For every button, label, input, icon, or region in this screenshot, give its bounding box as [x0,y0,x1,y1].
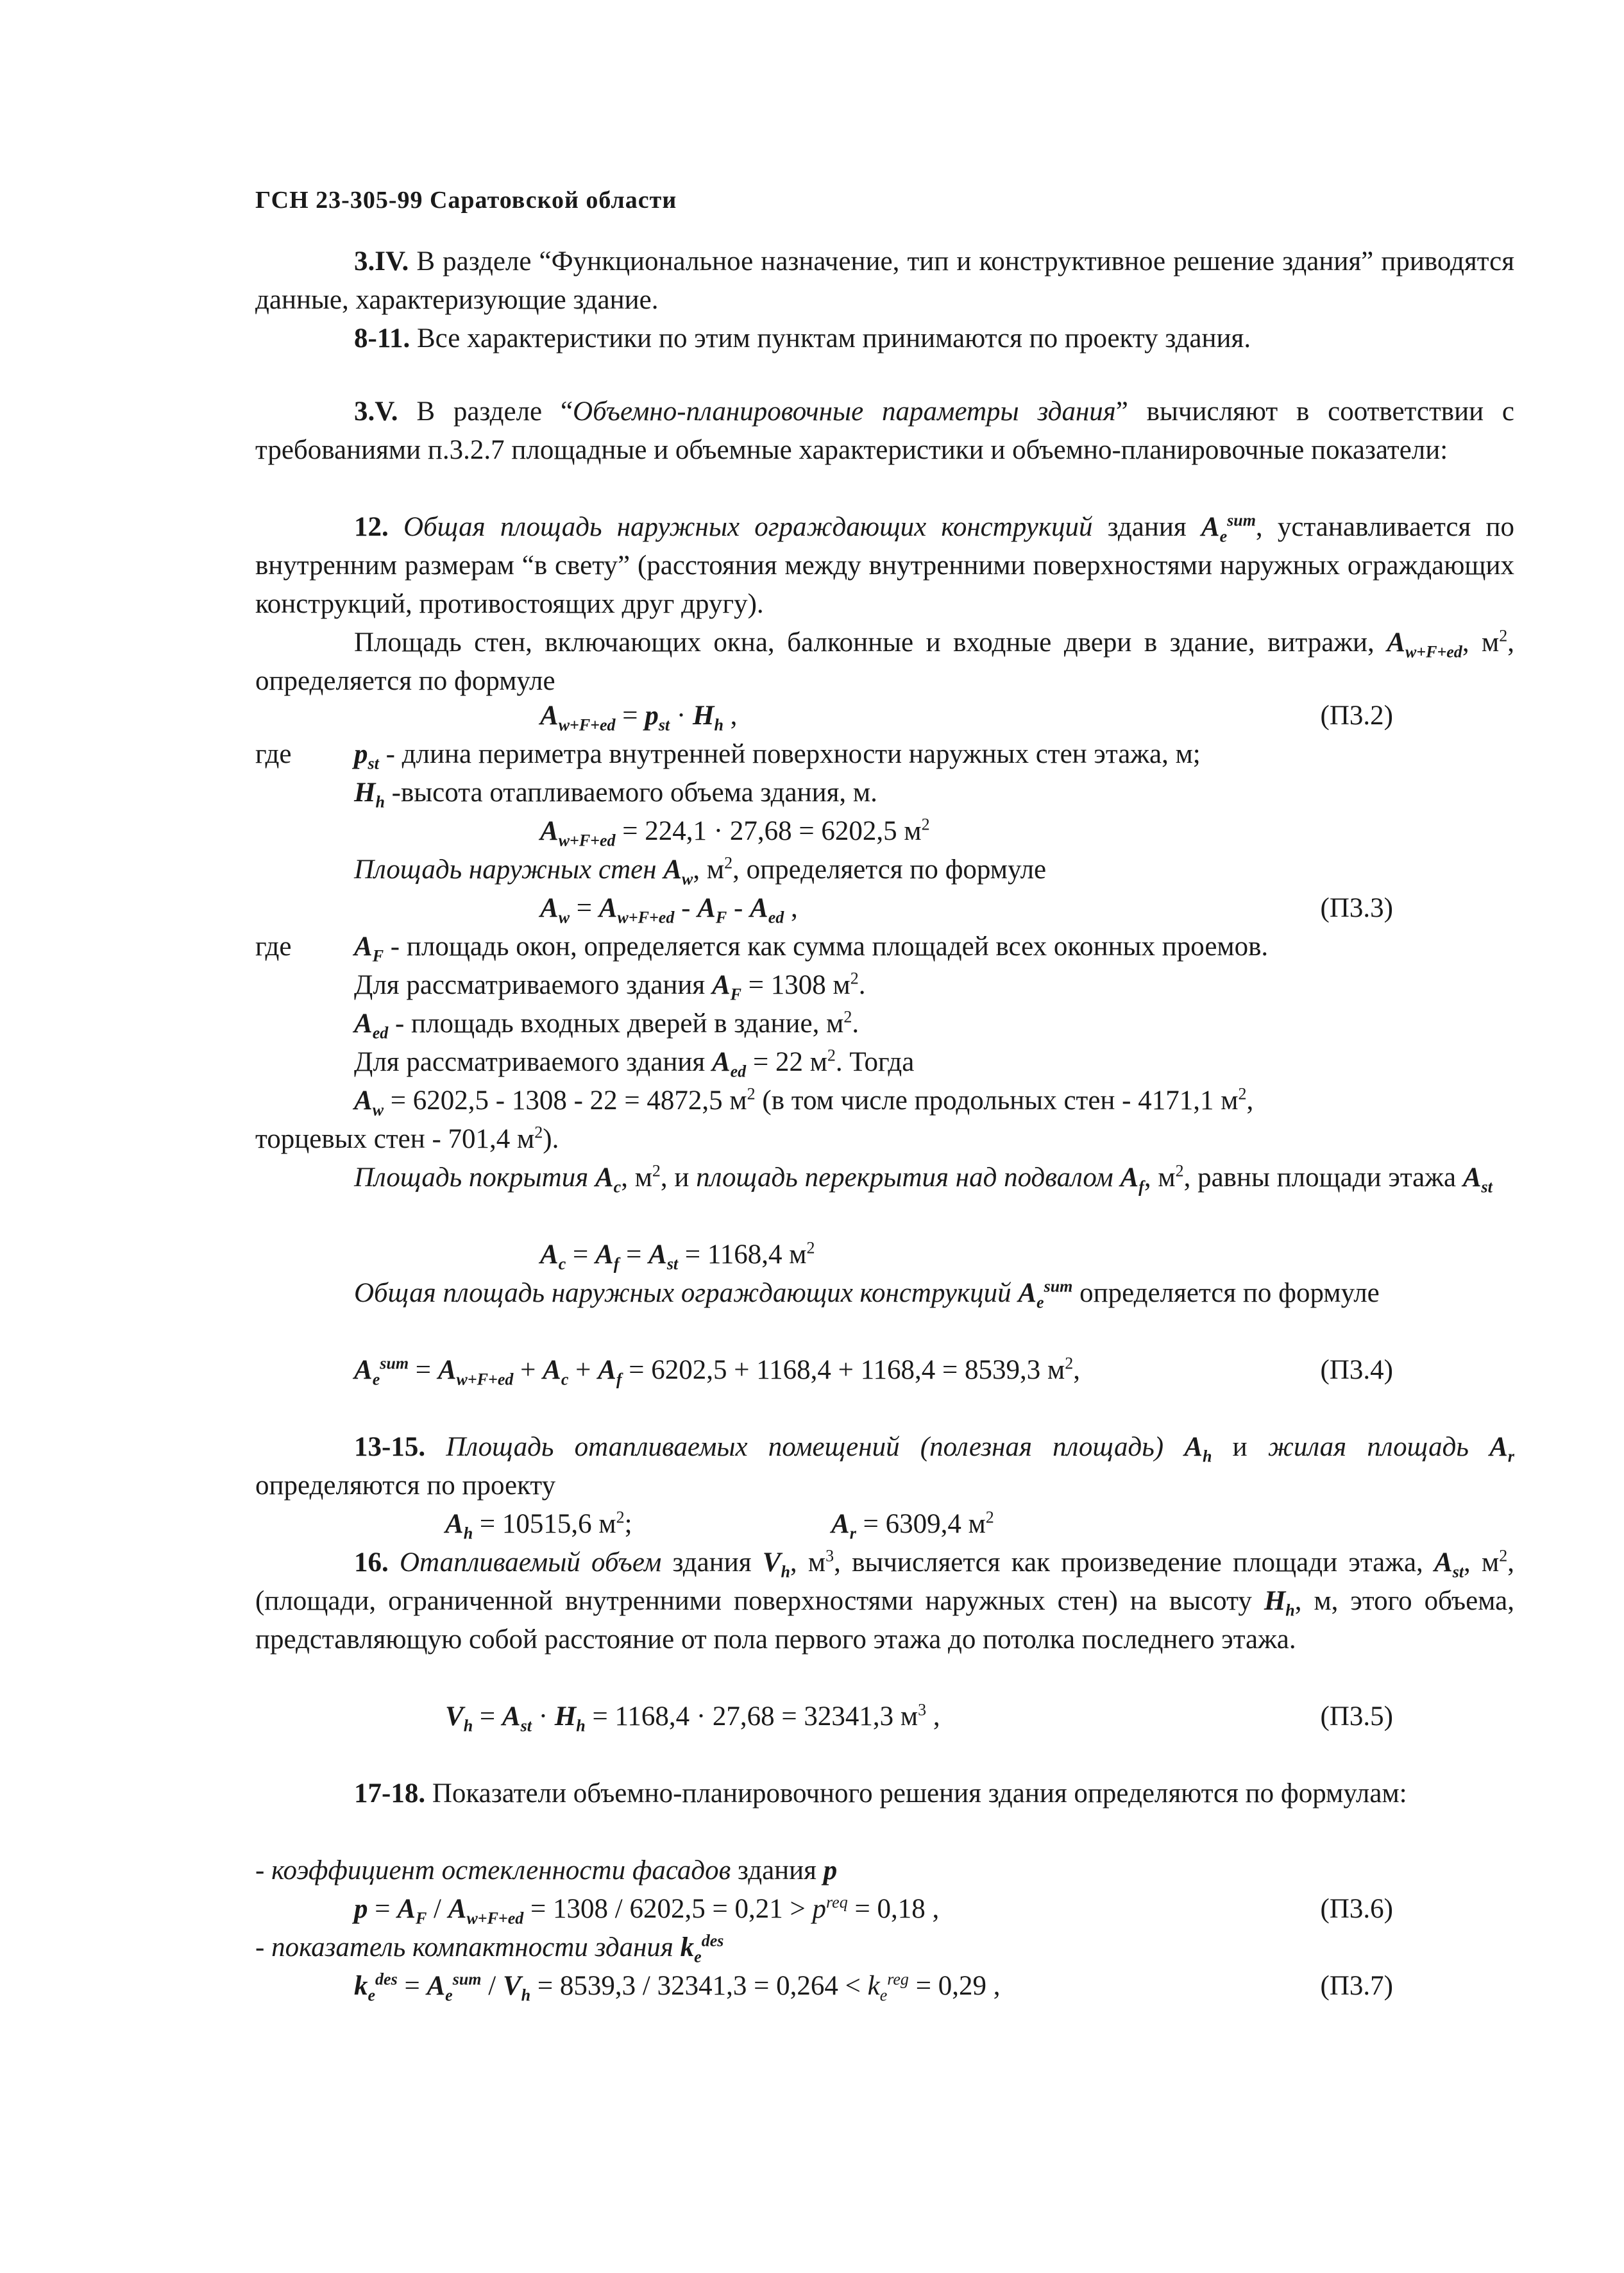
formula-sub: h [714,715,723,735]
formula-symbol: A [697,893,716,923]
formula-op: · [670,701,693,731]
symbol-sub: e [694,1947,702,1966]
formula-symbol: A [397,1894,416,1924]
formula-sub: r [849,1524,856,1543]
formula-sub: w+F+ed [466,1909,524,1928]
symbol-sub: f [1138,1177,1144,1196]
unit-sup: 2 [534,1123,543,1142]
unit: , м [1464,1547,1500,1578]
section-3v [255,393,1514,470]
formula-sup: reg [887,1970,909,1989]
value-text: = 6202,5 - 1308 - 22 = 4872,5 м [384,1085,747,1116]
definition-text: - длина периметра внутренней поверхности наружных стен этажа, м; [378,739,1201,769]
unit-sup: 2 [652,1161,661,1180]
formula-symbol: p [812,1894,826,1924]
paragraph-text: , устанавливается по внутренним размерам “в свету” (расстояния между внутренними поверхностями наружных ограждающих конструкций, противостоящих друг другу). [255,512,1514,619]
formula-sub: h [576,1716,586,1735]
formula-sub: f [613,1254,620,1273]
section-text: В разделе “Функциональное назначение, тип и конструктивное решение здания” приводятся данные, характеризующие здание. [255,246,1514,315]
symbol-sub: e [1219,527,1228,546]
formula-symbol: A [502,1701,521,1732]
paragraph-number: 12. [354,512,389,542]
symbol: p [354,739,368,769]
formula-p3-6 [354,1890,1316,1928]
line-af-value [354,966,1509,1005]
paragraph-term: Площадь наружных стен [354,855,657,885]
formula-value: = 1168,4 м [678,1239,807,1270]
formula-sub: ed [768,908,784,927]
paragraph-16 [255,1544,1514,1659]
line-end: ). [543,1124,559,1154]
formula-op: / [481,1971,503,2001]
unit-sup: 2 [850,969,859,988]
formula-sub: F [715,908,727,927]
symbol-sub: w [682,869,693,889]
where-label: где [255,739,292,769]
formula-symbol: p [645,701,659,731]
symbol-sub: r [1507,1447,1514,1466]
paragraph-word: здания [1107,512,1187,542]
paragraph-term: площадь перекрытия над подвалом [696,1162,1113,1193]
symbol: k [680,1932,695,1962]
formula-sub: c [558,1254,566,1273]
unit-sup: 2 [747,1084,756,1103]
symbol: p [823,1855,838,1886]
formula-value: = 1308 / 6202,5 = 0,21 > [523,1894,813,1924]
formula-op: / [427,1894,448,1924]
formula-sub: w+F+ed [456,1370,514,1389]
formula-op: = [570,893,599,923]
formula-sub: h [521,1986,531,2005]
paragraph-number: 8-11. [354,323,410,353]
list-text: здания [731,1855,824,1886]
where-definition [354,928,1509,966]
formula-sub: h [463,1524,473,1543]
unit-sup: 2 [985,1508,994,1527]
paragraph-text: , вычисляется как произведение площади этажа, [834,1547,1435,1578]
unit-sup: 3 [825,1546,834,1565]
value-text: (в том числе продольных стен - 4171,1 м [755,1085,1239,1116]
formula-p3-2 [540,697,1438,735]
formula-p3-3 [540,889,1438,928]
section-number: 3.IV. [354,246,409,277]
formula-sub: st [666,1254,679,1273]
paragraph-term: Площадь отапливаемых помещений (полезная площадь) [446,1432,1164,1462]
paragraph-aw [354,851,1509,889]
line-end: . [858,970,866,1000]
formula-symbol: A [598,893,618,923]
paragraph-text-rest: , определяется по формуле [255,627,1514,696]
line-end: . [852,1009,859,1039]
paragraph-term: Отапливаемый объем [399,1547,662,1578]
paragraph-text: , (площади, ограниченной внутренними поверхностями наружных стен) на высоту [255,1547,1514,1616]
formula-sub: e [879,1986,888,2005]
symbol: A [1184,1432,1203,1462]
calculation-aw-f-ed [540,812,1438,851]
line-aed-value [354,1043,1509,1082]
symbol-sub: F [372,946,384,966]
formula-sub: F [415,1909,427,1928]
paragraph-number: 13-15. [354,1432,426,1462]
symbol-sup: sum [1227,511,1256,530]
paragraph-term: жилая площадь [1267,1432,1469,1462]
paragraph-text: , м, этого объема, представляющую собой расстояние от пола первого этажа до потолка последнего этажа. [255,1586,1514,1655]
formula-sub: st [658,715,670,735]
formula-tail: , [784,893,798,923]
where-definition [354,735,1509,774]
symbol: A [1120,1162,1139,1193]
formula-op: = [397,1971,427,2001]
section-3iv [255,243,1514,319]
symbol: A [1201,512,1220,542]
paragraph-term: Площадь покрытия [354,1162,589,1193]
symbol: H [354,778,376,808]
symbol-sub: st [1481,1177,1493,1196]
formula-number: (П3.4) [1320,1355,1393,1385]
symbol-sub: w [372,1100,384,1119]
formula-symbol: A [354,1355,373,1385]
unit: , м [693,855,725,885]
line-aw-value-cont [255,1120,1512,1159]
symbol-sub: ed [372,1023,389,1043]
formula-op: = [473,1701,502,1732]
formula-symbol: k [354,1971,368,2001]
formula-symbol: p [354,1894,368,1924]
where-definition [354,774,1509,812]
symbol: A [663,855,682,885]
formula-number: (П3.7) [1320,1971,1393,2001]
formula-op: - [674,893,698,923]
section-number: 3.V. [354,396,398,427]
calculation-text: = 224,1 · 27,68 = 6202,5 м [615,816,922,846]
symbol-sub: F [730,985,741,1004]
formula-tail: , [723,701,738,731]
formula-sup: sum [380,1354,409,1373]
formula-symbol: A [648,1239,667,1270]
line-end: , [1246,1085,1254,1116]
formula-ac [540,1236,1438,1274]
list-term: показатель компактности здания [271,1932,673,1962]
formula-op: = [368,1894,398,1924]
formula-p3-4 [354,1351,1316,1390]
symbol-sub: c [613,1177,622,1196]
formula-value: = 6309,4 м [856,1509,986,1539]
symbol-sub: ed [730,1062,747,1081]
unit-sup: 2 [806,1238,815,1257]
formula-sub: w+F+ed [617,908,675,927]
formula-symbol: A [427,1971,446,2001]
symbol: V [762,1547,781,1578]
formula-tail: , [1073,1355,1081,1385]
formula-symbol: A [595,1239,614,1270]
paragraph-text: , и [660,1162,697,1193]
formula-symbol: A [540,893,559,923]
formula-value: = 6202,5 + 1168,4 + 1168,4 = 8539,3 м [622,1355,1065,1385]
definition-text: -высота отапливаемого объема здания, м. [384,778,877,808]
symbol-sub: h [375,792,385,812]
section-title: Объемно-планировочные параметры здания [573,396,1116,427]
formula-value: = 1168,4 · 27,68 = 32341,3 м [585,1701,918,1732]
paragraph-text: определяется по формуле [1072,1278,1380,1308]
unit-sup: 2 [1238,1084,1247,1103]
formula-op: + [513,1355,543,1385]
line-text: Для рассматриваемого здания [354,970,712,1000]
paragraph-text: и [1212,1432,1268,1462]
formula-op: = [619,1239,649,1270]
formula-symbol: A [750,893,768,923]
formula-op: = [615,701,645,731]
paragraph-number: 16. [354,1547,389,1578]
list-item-glazing [255,1852,1512,1890]
paragraph-text: Показатели объемно-планировочного решения здания определяются по формулам: [432,1778,1407,1809]
formula-tail: , [926,1701,940,1732]
unit-sup: 2 [921,815,930,834]
symbol: H [1264,1586,1286,1616]
symbol-sup: sum [1044,1277,1073,1296]
symbol: A [354,1009,373,1039]
formula-value: = 8539,3 / 32341,3 = 0,264 < [530,1971,868,2001]
formula-number: (П3.6) [1320,1894,1393,1924]
formula-number: (П3.3) [1320,893,1393,923]
line-text: - площадь входных дверей в здание, м [388,1009,844,1039]
line-end: . Тогда [835,1047,915,1077]
formula-op: - [727,893,750,923]
formula-ar [831,1505,1344,1544]
unit-sup: 2 [1499,626,1508,645]
paragraph-ac [255,1159,1514,1197]
formula-sub: c [561,1370,569,1389]
value-text: торцевых стен - 701,4 м [255,1124,535,1154]
unit-sup: 3 [918,1700,927,1719]
formula-sup: sum [452,1970,482,1989]
symbol: A [1434,1547,1453,1578]
symbol-sub: h [1203,1447,1212,1466]
paragraph-text: , равны площади этажа [1183,1162,1463,1193]
formula-symbol: A [598,1355,616,1385]
formula-sub: f [616,1370,622,1389]
formula-op: + [568,1355,598,1385]
formula-symbol: k [867,1971,880,2001]
symbol-sub: w+F+ed [1405,642,1462,661]
symbol-sub: st [368,754,379,773]
paragraph-term: Общая площадь наружных ограждающих конструкций [354,1278,1011,1308]
formula-symbol: A [543,1355,561,1385]
formula-sup: req [826,1893,848,1912]
paragraph-walls [255,624,1514,701]
paragraph-13-15 [255,1428,1514,1505]
symbol-sub: st [1452,1562,1464,1581]
formula-symbol: A [540,701,559,731]
formula-p3-7 [354,1967,1316,2005]
symbol: A [1018,1278,1037,1308]
unit-sup: 2 [827,1046,836,1065]
formula-value: = 10515,6 м [473,1509,616,1539]
symbol: A [354,1085,373,1116]
symbol-sup: des [701,1931,724,1950]
symbol: A [1489,1432,1508,1462]
symbol: A [595,1162,614,1193]
unit: , м [621,1162,652,1193]
line-aw-value [354,1082,1509,1120]
paragraph-text: Все характеристики по этим пунктам принимаются по проекту здания. [416,323,1251,353]
definition-text: - площадь окон, определяется как сумма площадей всех оконных проемов. [384,932,1269,962]
formula-tail: = 0,29 , [908,1971,1001,2001]
symbol: A [1462,1162,1482,1193]
symbol-sub: e [1036,1293,1044,1312]
symbol: A [711,1047,731,1077]
formula-tail: ; [624,1509,632,1539]
formula-sub: st [520,1716,532,1735]
formula-tail: = 0,18 , [847,1894,940,1924]
paragraph-text: , определяется по формуле [732,855,1047,885]
paragraph-8-11 [255,319,1514,358]
list-dash: - [255,1855,272,1886]
list-item-compactness [255,1928,1512,1967]
formula-symbol: A [445,1509,464,1539]
formula-sub: h [463,1716,473,1735]
formula-symbol: A [437,1355,457,1385]
symbol: A [711,970,731,1000]
unit: , м [1462,627,1500,658]
list-term: коэффициент остекленности фасадов [271,1855,731,1886]
formula-number: (П3.5) [1320,1701,1393,1732]
formula-op: = [409,1355,438,1385]
value-text: = 1308 м [741,970,850,1000]
unit-sup: 2 [843,1007,852,1026]
value-text: = 22 м [746,1047,827,1077]
formula-number: (П3.2) [1320,701,1393,731]
unit-sup: 2 [616,1508,625,1527]
unit: , м [790,1547,826,1578]
formula-symbol: H [692,701,715,731]
paragraph-number: 17-18. [354,1778,426,1809]
unit-sup: 2 [1065,1354,1074,1373]
symbol-sub: w+F+ed [558,831,616,850]
paragraph-text: здания [661,1547,763,1578]
formula-symbol: V [502,1971,521,2001]
unit: , м [1144,1162,1176,1193]
where-label: где [255,932,292,962]
paragraph-text: определяются по проекту [255,1470,556,1501]
formula-op: = [566,1239,595,1270]
line-text: Для рассматриваемого здания [354,1047,712,1077]
formula-symbol: A [448,1894,467,1924]
paragraph-sum [255,1274,1514,1313]
formula-symbol: H [554,1701,577,1732]
formula-sub: w+F+ed [558,715,616,735]
formula-sub: w [558,908,570,927]
formula-ah [445,1505,830,1544]
line-aed-definition [354,1005,1509,1043]
unit-sup: 2 [1499,1546,1508,1565]
paragraph-17-18 [255,1775,1514,1813]
paragraph-12 [255,508,1514,624]
list-dash: - [255,1932,272,1962]
symbol: A [540,816,559,846]
document-header: ГСН 23-305-99 Саратовской области [255,187,677,214]
formula-sub: e [372,1370,380,1389]
symbol-sub: h [781,1562,790,1581]
unit-sup: 2 [724,853,733,873]
formula-symbol: V [445,1701,464,1732]
formula-symbol: A [831,1509,850,1539]
formula-op: · [531,1701,555,1732]
symbol-sub: h [1285,1601,1295,1620]
paragraph-term: Общая площадь наружных ограждающих конструкций [403,512,1093,542]
section-text-rest: ” вычисляют в соответствии с требованиями п.3.2.7 площадные и объемные характеристики и объемно-планировочные показатели: [255,396,1514,465]
symbol: A [1387,627,1405,658]
paragraph-text: Площадь стен, включающих окна, балконные и входные двери в здание, витражи, [354,627,1374,658]
formula-symbol: A [540,1239,559,1270]
section-text: В разделе “ [416,396,573,427]
formula-sub: e [368,1986,376,2005]
formula-sup: des [375,1970,398,1989]
symbol: A [354,932,373,962]
formula-sub: e [445,1986,453,2005]
formula-p3-5 [445,1698,1343,1736]
unit-sup: 2 [1175,1161,1184,1180]
